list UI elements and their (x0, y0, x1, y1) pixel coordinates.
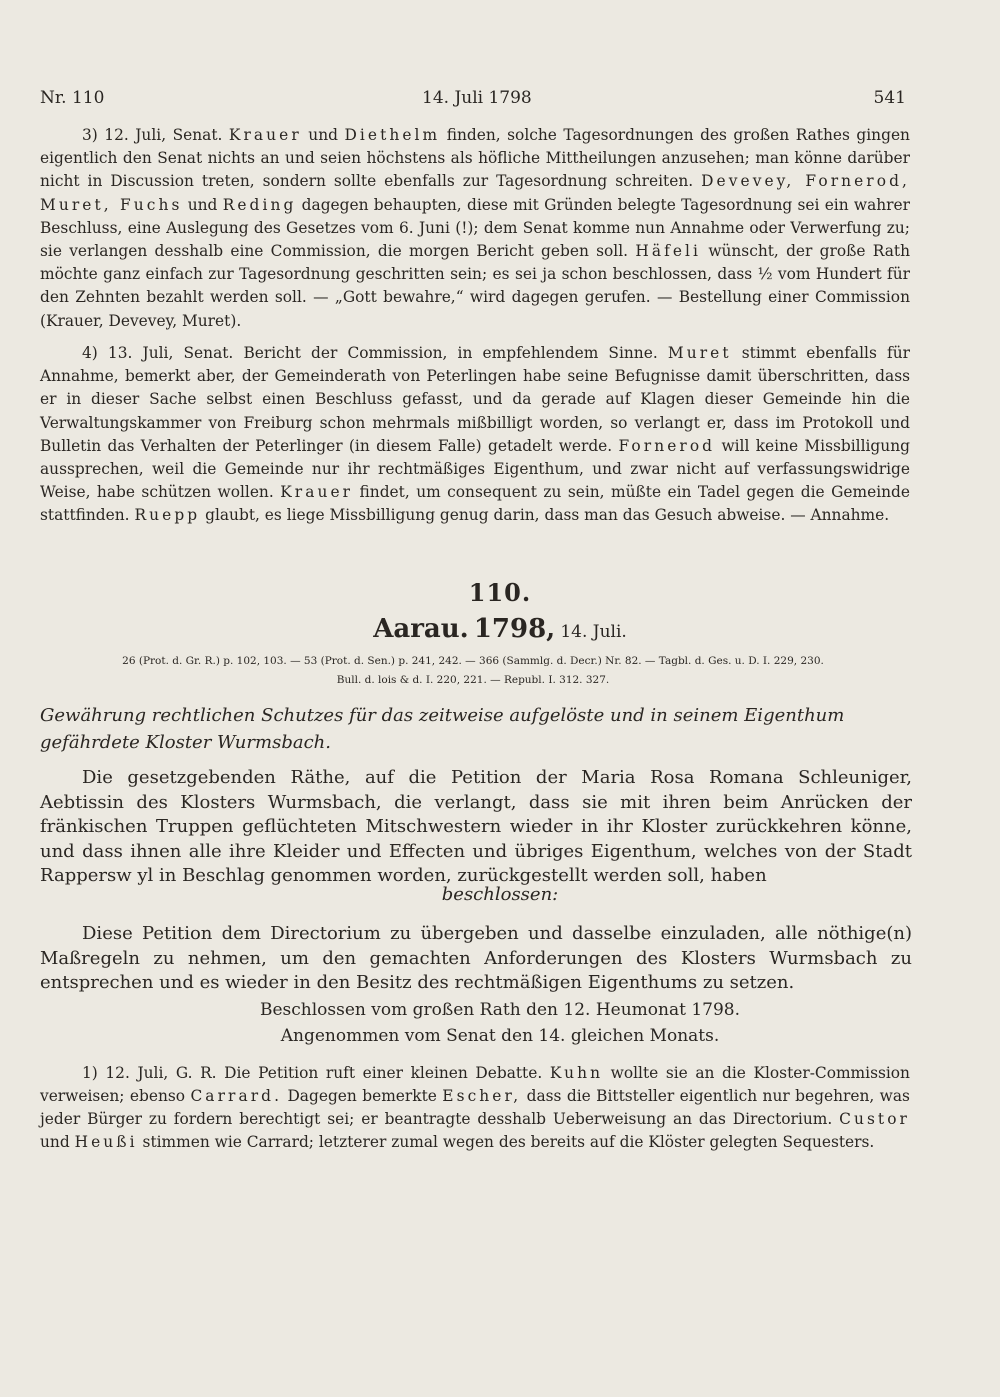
document-place-date (0, 614, 1000, 644)
speaker-name: Custor (839, 1110, 910, 1128)
speaker-name: Muret (667, 344, 732, 362)
para3-text: und (187, 195, 218, 214)
document-date: 14. Juli. (560, 622, 627, 642)
paragraph-1-note (40, 1062, 910, 1154)
speaker-name: Carrard. (190, 1087, 283, 1105)
para1-text: dass die Bittsteller eigentlich nur begehren, was jeder Bürger zu fordern berechtigt sei; er beantragte desshalb Ueberweisung an das Directorium. (40, 1087, 910, 1128)
speaker-name: Häfeli (635, 242, 702, 261)
para1-text: Dagegen bemerkte (287, 1087, 437, 1105)
speaker-name: Fornerod (618, 436, 716, 455)
document-number-header: Nr. 110 (40, 88, 105, 108)
signature-line-great-council: Beschlossen vom großen Rath den 12. Heumonat 1798. (259, 1000, 741, 1020)
speaker-name: Ruepp (134, 506, 201, 525)
source-references (40, 652, 906, 690)
para3-text: dagegen behaupten, diese mit Gründen belegte Tagesordnung sei ein wahrer Beschluss, eine Auslegung des Gesetzes vom 6. Juni (!); dem Senat komme nun Annahme oder Verwerfung zu; sie verlangen desshalb eine Commission, die morgen Bericht geben soll. (40, 195, 910, 261)
speaker-name: Krauer (228, 126, 302, 144)
para3-text: wünscht, der große Rath möchte ganz einfach zur Tagesordnung geschritten sein; es sei ja schon beschlossen, dass ½ vom Hundert für den Zehnten bezahlt werden soll. — „Gott bewahre,“ wird dagegen gerufen. — Bestellung einer Commission (Krauer, Devevey, Muret). (40, 242, 910, 330)
para3-lead: 3) 12. Juli, Senat. (82, 126, 223, 144)
references-line: Bull. d. lois & d. I. 220, 221. — Republ. I. 312. 327. (336, 674, 610, 686)
speaker-name: Kuhn (549, 1064, 604, 1082)
document-year: 1798, (473, 614, 556, 644)
para3-text: finden, solche Tagesordnungen des großen Rathes gingen eigentlich den Senat nichts an und seien höchstens als höfliche Mittheilungen anzusehen; man könne darüber nicht in Discussion treten, sondern sollte ebenfalls zur Tagesordnung schreiten. (40, 126, 910, 191)
document-number: 110. (468, 578, 532, 607)
document-subject: Gewährung rechtlichen Schutzes für das zeitweise aufgelöste und in seinem Eigenthum gefährdete Kloster Wurmsbach. (40, 705, 845, 753)
speaker-name: Devevey, Fornerod, Muret, Fuchs (40, 172, 910, 214)
decree-text: Diese Petition dem Directorium zu übergeben und dasselbe einzuladen, alle nöthige(n) Maßregeln zu nehmen, um den gemachten Anforderungen des Klosters Wurmsbach zu entsprechen und es wieder in den Besitz des rechtmäßigen Eigenthums zu setzen. (40, 923, 912, 994)
signature-line-senate: Angenommen vom Senat den 14. gleichen Monats. (280, 1026, 720, 1046)
para4-text: findet, um consequent zu sein, müßte ein Tadel gegen die Gemeinde stattfinden. (40, 483, 910, 525)
decree-preamble: Die gesetzgebenden Räthe, auf die Petition der Maria Rosa Romana Schleuniger, Aebtissin des Klosters Wurmsbach, die verlangt, dass sie mit ihren beim Anrücken der fränkischen Truppen geflüchteten Mitschwestern wieder in ihr Kloster zurückkehren könne, und dass ihnen alle ihre Kleider und Effecten und übriges Eigenthum, welches von der Stadt Rappersw yl in Beschlag genommen worden, zurückgestellt werden soll, haben (40, 767, 912, 887)
document-place: Aarau. (373, 614, 469, 644)
para1-text: wollte sie an die Kloster-Commission verweisen; ebenso (40, 1064, 910, 1105)
speaker-name: Heußi (74, 1133, 138, 1151)
resolved-heading: beschlossen: (441, 884, 559, 905)
para4-lead: 4) 13. Juli, Senat. Bericht der Commission, in empfehlendem Sinne. (82, 344, 658, 362)
para4-text: glaubt, es liege Missbilligung genug darin, dass man das Gesuch abweise. — Annahme. (205, 506, 890, 525)
references-line: 26 (Prot. d. Gr. R.) p. 102, 103. — 53 (Prot. d. Sen.) p. 241, 242. — 366 (Sammlg. d. Decr.) Nr. 82. — Tagbl. d. Ges. u. D. I. 229, 230. (122, 655, 824, 667)
speaker-name: Diethelm (344, 126, 441, 144)
paragraph-4 (40, 342, 910, 528)
para4-text: will keine Missbilligung aussprechen, weil die Gemeinde nur ihr rechtmäßiges Eigenthum, und zwar nicht auf verfassungswidrige Weise, habe schützen wollen. (40, 436, 910, 502)
para4-text: stimmt ebenfalls für Annahme, bemerkt aber, der Gemeinderath von Peterlingen habe seine Befugnisse damit überschritten, dass er in dieser Sache selbst einen Beschluss gefasst, und da gerade auf Klagen dieser Gemeinde hin die Verwaltungskammer von Freiburg schon mehrmals mißbilligt worden, so verlangt er, dass im Protokoll und Bulletin das Verhalten der Peterlinger (in diesem Falle) getadelt werde. (40, 344, 910, 455)
para1-text: und (40, 1133, 70, 1151)
paragraph-3 (40, 124, 910, 333)
speaker-name: Escher, (442, 1087, 522, 1105)
para3-text: und (308, 126, 338, 144)
page-header (40, 88, 906, 112)
speaker-name: Krauer (280, 483, 354, 502)
page-number: 541 (873, 88, 906, 108)
para1-lead: 1) 12. Juli, G. R. Die Petition ruft einer kleinen Debatte. (82, 1064, 543, 1082)
para1-text: stimmen wie Carrard; letzterer zumal wegen des bereits auf die Klöster gelegten Sequesters. (142, 1133, 875, 1151)
date-header: 14. Juli 1798 (422, 88, 532, 108)
speaker-name: Reding (222, 195, 297, 214)
